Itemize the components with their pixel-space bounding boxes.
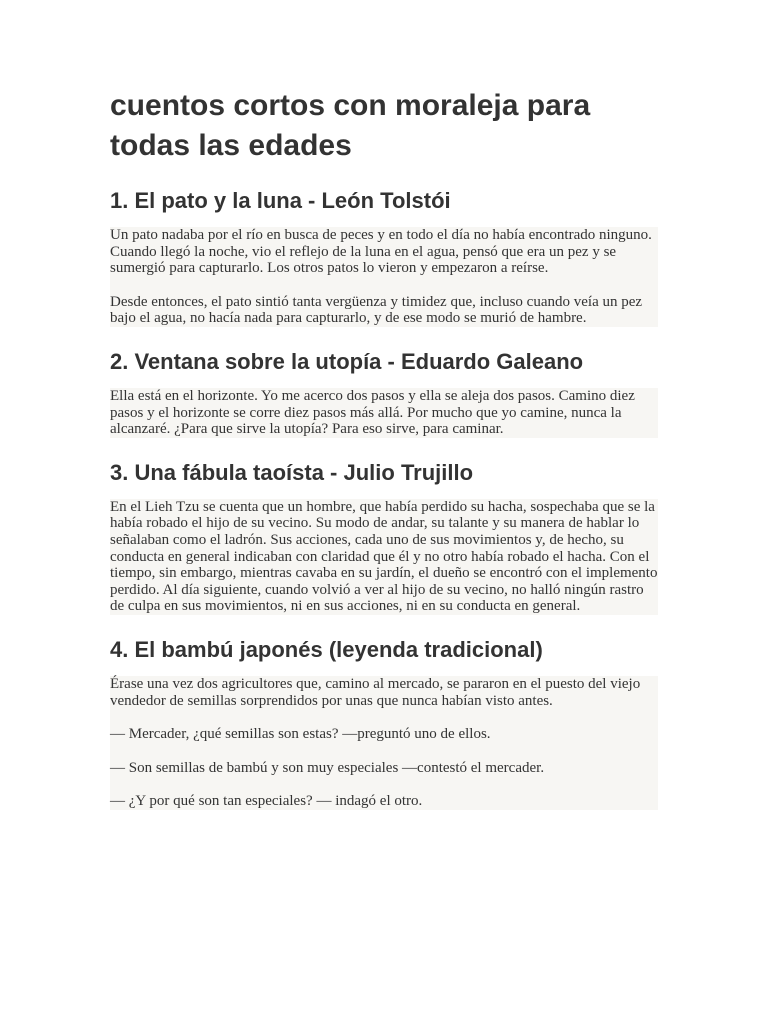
paragraph: — Mercader, ¿qué semillas son estas? —preguntó uno de ellos. bbox=[110, 726, 491, 743]
paragraph: — ¿Y por qué son tan especiales? — indagó el otro. bbox=[110, 793, 423, 810]
section-body-3 bbox=[110, 499, 658, 615]
document-title: cuentos cortos con moraleja para todas las edades bbox=[110, 89, 591, 162]
paragraph: Érase una vez dos agricultores que, camino al mercado, se pararon en el puesto del viejo vendedor de semillas sorprendidos por unas que nunca habían visto antes. bbox=[110, 675, 641, 709]
section-heading-3: 3. Una fábula taoísta - Julio Trujillo bbox=[110, 459, 474, 485]
paragraph: Desde entonces, el pato sintió tanta vergüenza y timidez que, incluso cuando veía un pez bajo el agua, no hacía nada para capturarlo, y de ese modo se murió de hambre. bbox=[110, 293, 643, 327]
paragraph: Ella está en el horizonte. Yo me acerco dos pasos y ella se aleja dos pasos. Camino diez pasos y el horizonte se corre diez pasos más allá. Por mucho que yo camine, nunca la alcanzaré. ¿Para que sirve la utopía? Para eso sirve, para caminar. bbox=[110, 387, 635, 438]
section-body-4 bbox=[110, 676, 658, 810]
paragraph: Un pato nadaba por el río en busca de peces y en todo el día no había encontrado ninguno. Cuando llegó la noche, vio el reflejo de la luna en el agua, pensó que era un pez y se sumergió para capturarlo. Los otros patos lo vieron y empezaron a reírse. bbox=[110, 227, 652, 277]
section-heading-1: 1. El pato y la luna - León Tolstói bbox=[110, 188, 451, 213]
paragraph: — Son semillas de bambú y son muy especiales —contestó el mercader. bbox=[110, 759, 545, 776]
section-body-1 bbox=[110, 227, 658, 327]
section-heading-2: 2. Ventana sobre la utopía - Eduardo Galeano bbox=[110, 348, 584, 374]
section-heading-4: 4. El bambú japonés (leyenda tradicional) bbox=[110, 636, 543, 662]
paragraph: En el Lieh Tzu se cuenta que un hombre, que había perdido su hacha, sospechaba que se la había robado el hijo de su vecino. Su modo de andar, su talante y su manera de hablar lo señalaban como el ladrón. Sus acciones, cada uno de sus movimientos y, de hecho, su conducta en general indicaban con claridad que él y no otro había robado el hacha. Con el tiempo, sin embargo, mientras cavaba en su jardín, el dueño se encontró con el implemento perdido. Al día siguiente, cuando volvió a ver al hijo de su vecino, no halló ningún rastro de culpa en sus movimientos, ni en sus acciones, ni en su conducta en general. bbox=[110, 498, 658, 615]
section-body-2 bbox=[110, 388, 658, 438]
document-page bbox=[110, 84, 658, 830]
